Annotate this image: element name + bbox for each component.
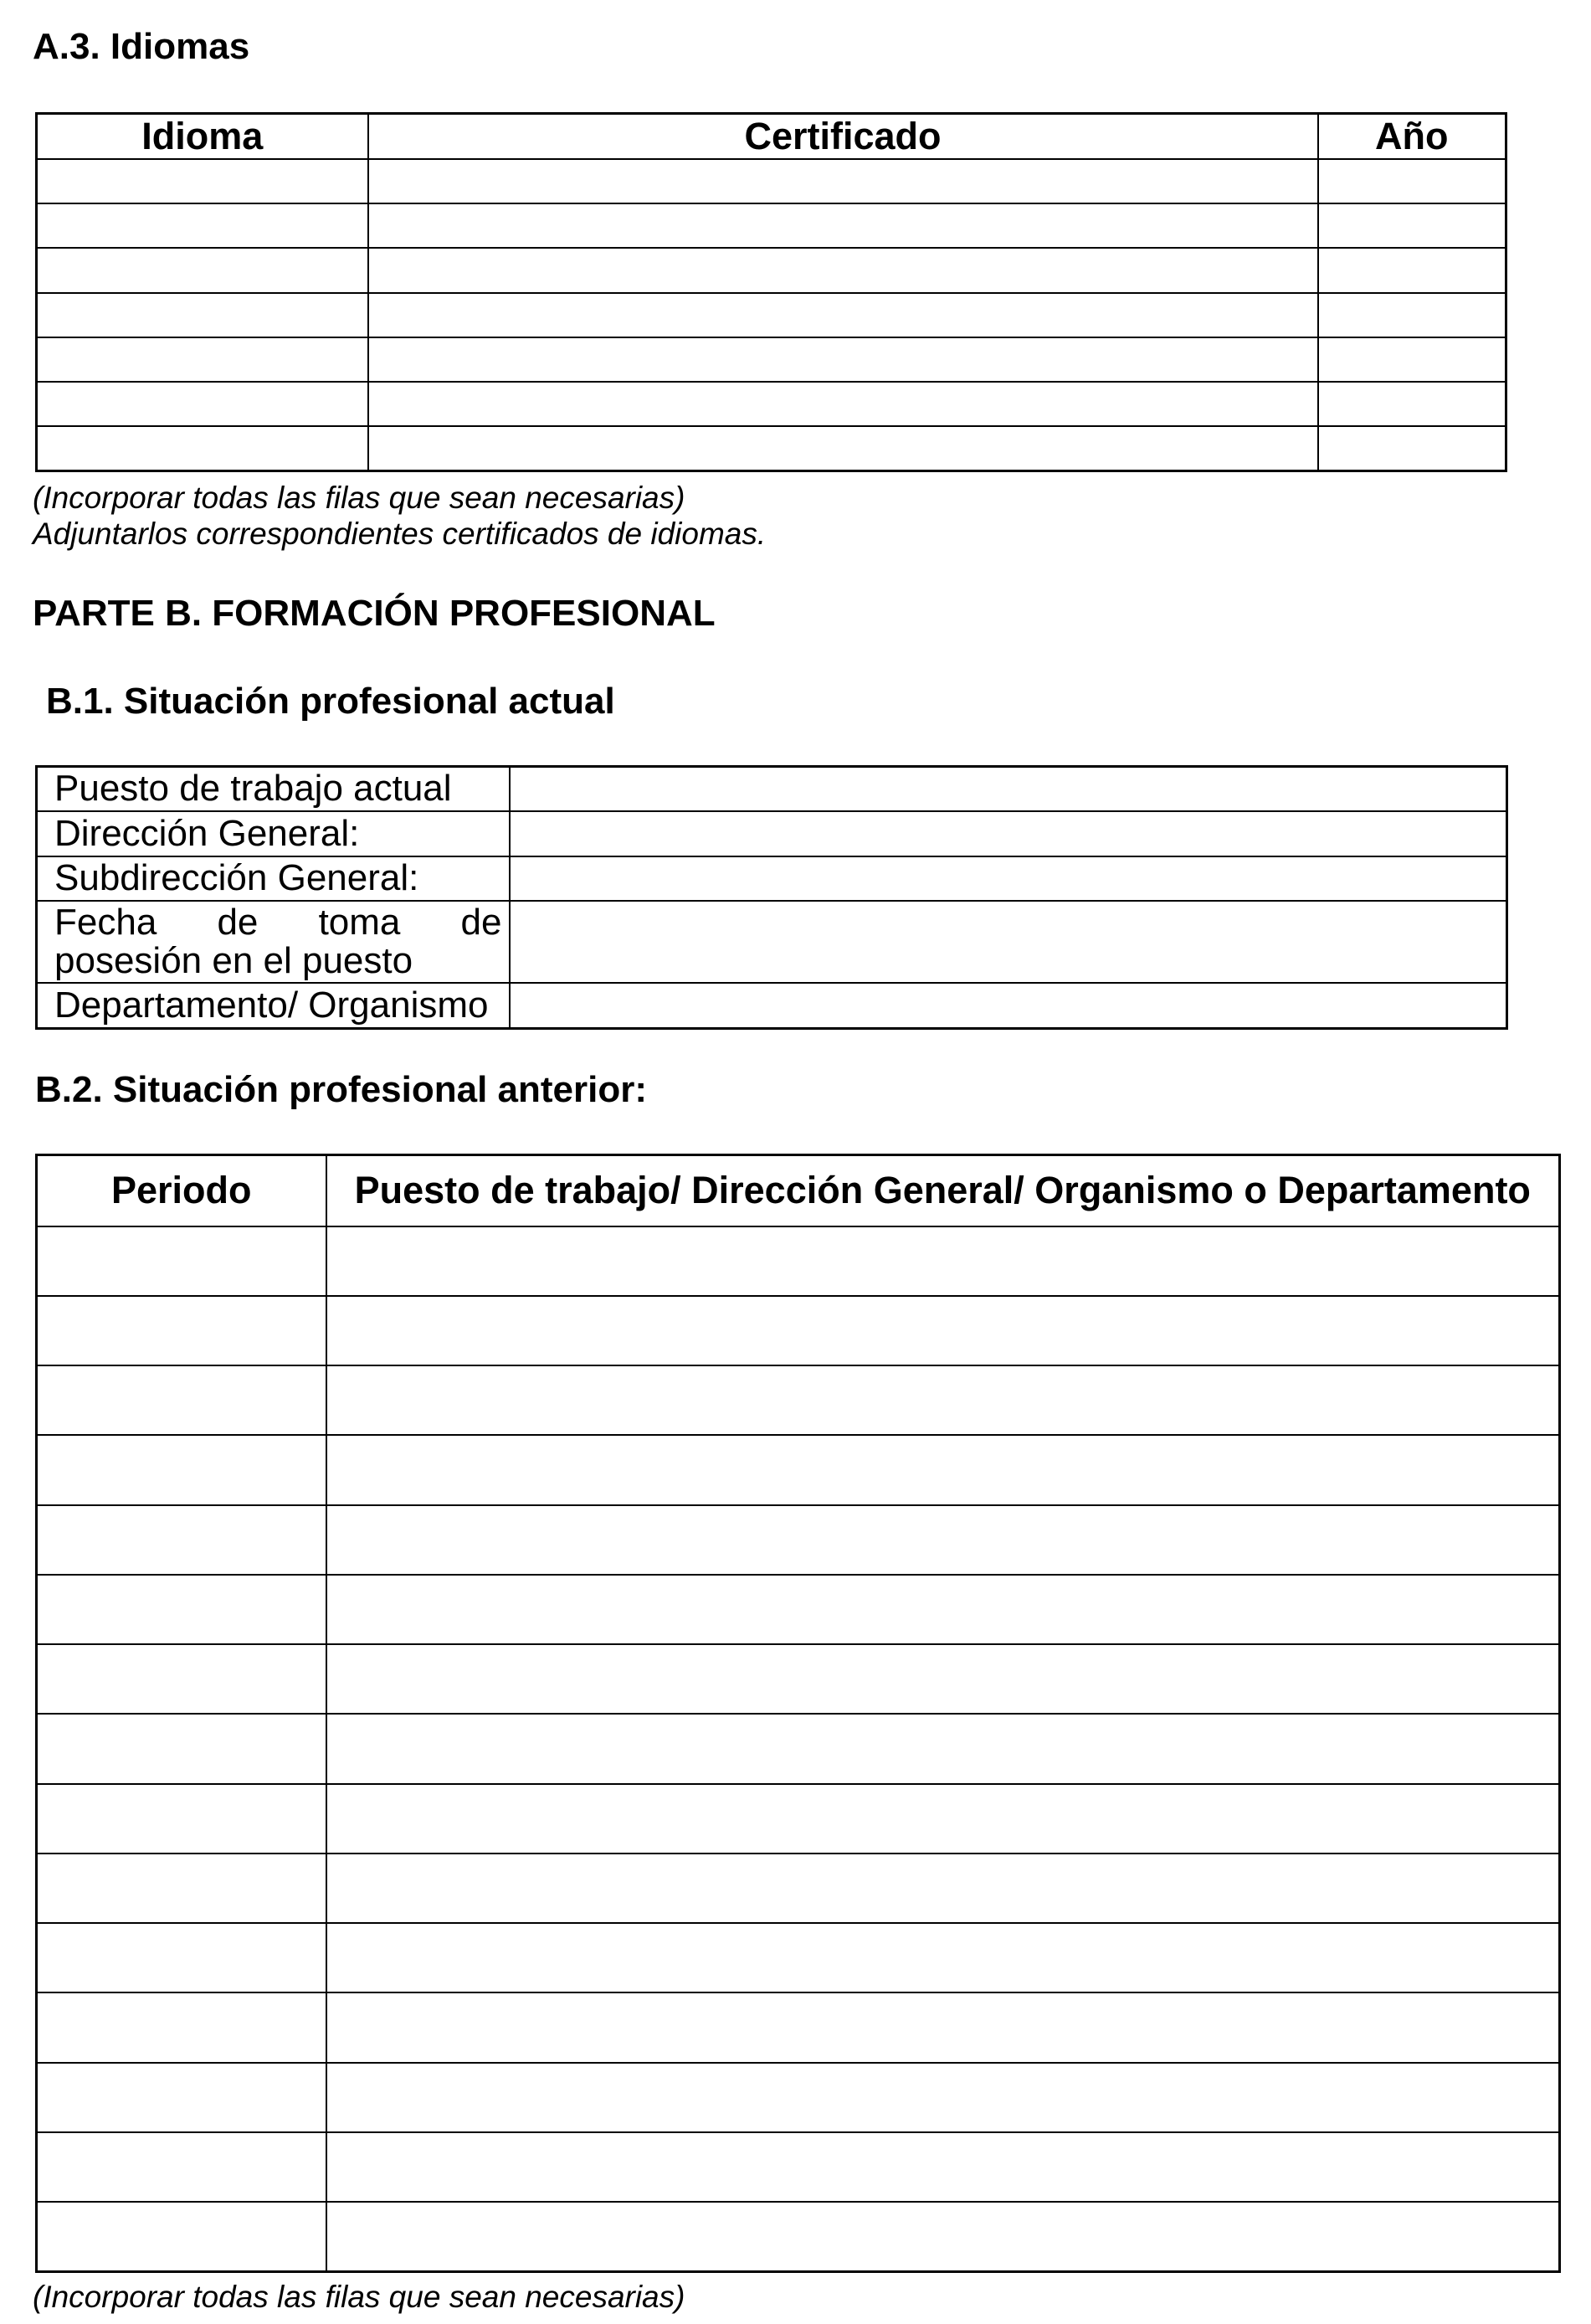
b2-empty-row [37,1575,1560,1644]
idioma-cell [37,248,368,292]
puesto-cell [326,1644,1560,1714]
b1-value-puesto-actual [510,767,1507,811]
periodo-cell [37,1923,326,1992]
b2-empty-row [37,1923,1560,1992]
section-b2-title: B.2. Situación profesional anterior: [35,1069,648,1110]
puesto-cell [326,1575,1560,1644]
section-b1-title: B.1. Situación profesional actual [46,681,615,722]
certificado-cell [368,337,1318,382]
idiomas-empty-row [37,159,1506,203]
puesto-cell [326,1296,1560,1365]
table-row [37,983,1507,1028]
b1-label-departamento-organismo: Departamento/ Organismo [37,983,510,1028]
b2-empty-row [37,2132,1560,2202]
idiomas-empty-row [37,337,1506,382]
idioma-cell [37,337,368,382]
periodo-cell [37,1714,326,1783]
periodo-cell [37,1644,326,1714]
certificado-cell [368,248,1318,292]
note-add-rows-b2: (Incorporar todas las filas que sean necesarias) [33,2280,685,2314]
b1-value-direccion-general [510,811,1507,856]
b2-empty-row [37,1435,1560,1504]
b1-value-departamento-organismo [510,983,1507,1028]
puesto-cell [326,1226,1560,1296]
b2-empty-row [37,1854,1560,1923]
ano-cell [1318,293,1506,337]
b2-header-periodo: Periodo [37,1155,326,1226]
puesto-cell [326,1505,1560,1575]
puesto-cell [326,1365,1560,1435]
ano-cell [1318,159,1506,203]
idiomas-empty-row [37,293,1506,337]
b2-empty-row [37,1505,1560,1575]
periodo-cell [37,1296,326,1365]
puesto-cell [326,2132,1560,2202]
situacion-anterior-table [35,1154,1561,2273]
idiomas-empty-row [37,426,1506,470]
situacion-actual-table [35,765,1508,1030]
puesto-cell [326,1923,1560,1992]
b2-empty-row [37,1365,1560,1435]
idiomas-empty-row [37,248,1506,292]
idioma-cell [37,203,368,248]
b2-header-puesto: Puesto de trabajo/ Dirección General/ Organismo o Departamento [326,1155,1560,1226]
b1-label-puesto-actual: Puesto de trabajo actual [37,767,510,811]
idioma-cell [37,159,368,203]
certificado-cell [368,382,1318,426]
periodo-cell [37,2202,326,2271]
idiomas-header-idioma: Idioma [37,114,368,160]
b1-label-fecha-toma-posesion [37,901,510,983]
idiomas-header-certificado: Certificado [368,114,1318,160]
b2-header-row [37,1155,1560,1226]
periodo-cell [37,1992,326,2062]
b2-empty-row [37,1296,1560,1365]
ano-cell [1318,426,1506,470]
certificado-cell [368,293,1318,337]
b2-empty-row [37,1226,1560,1296]
periodo-cell [37,2132,326,2202]
idioma-cell [37,382,368,426]
note-add-rows-a3: (Incorporar todas las filas que sean necesarias) [33,481,685,515]
idioma-cell [37,426,368,470]
idiomas-empty-row [37,382,1506,426]
b1-value-fecha-toma-posesion [510,901,1507,983]
idiomas-empty-row [37,203,1506,248]
b1-label-fecha-line1: Fecha de toma de [54,902,502,943]
ano-cell [1318,203,1506,248]
table-row [37,901,1507,983]
periodo-cell [37,1854,326,1923]
periodo-cell [37,2063,326,2132]
periodo-cell [37,1575,326,1644]
b1-value-subdireccion-general [510,856,1507,901]
certificado-cell [368,203,1318,248]
idiomas-header-ano: Año [1318,114,1506,160]
b2-empty-row [37,1714,1560,1783]
puesto-cell [326,1992,1560,2062]
periodo-cell [37,1784,326,1854]
b1-label-direccion-general: Dirección General: [37,811,510,856]
part-b-title: PARTE B. FORMACIÓN PROFESIONAL [33,593,716,634]
b2-empty-row [37,2063,1560,2132]
ano-cell [1318,382,1506,426]
ano-cell [1318,337,1506,382]
table-row [37,856,1507,901]
puesto-cell [326,1784,1560,1854]
puesto-cell [326,2063,1560,2132]
b2-empty-row [37,1784,1560,1854]
periodo-cell [37,1365,326,1435]
periodo-cell [37,1435,326,1504]
table-row [37,811,1507,856]
periodo-cell [37,1226,326,1296]
b2-empty-row [37,2202,1560,2271]
b2-empty-row [37,1992,1560,2062]
periodo-cell [37,1505,326,1575]
b1-label-fecha-line2: posesión en el puesto [54,940,413,982]
certificado-cell [368,159,1318,203]
certificado-cell [368,426,1318,470]
idiomas-header-row [37,114,1506,160]
puesto-cell [326,1435,1560,1504]
section-a3-title: A.3. Idiomas [33,26,250,67]
puesto-cell [326,1854,1560,1923]
puesto-cell [326,1714,1560,1783]
table-row [37,767,1507,811]
idiomas-table [35,112,1507,472]
ano-cell [1318,248,1506,292]
idioma-cell [37,293,368,337]
b2-empty-row [37,1644,1560,1714]
b1-label-subdireccion-general: Subdirección General: [37,856,510,901]
note-attach-certificates: Adjuntarlos correspondientes certificados de idiomas. [33,517,767,551]
puesto-cell [326,2202,1560,2271]
